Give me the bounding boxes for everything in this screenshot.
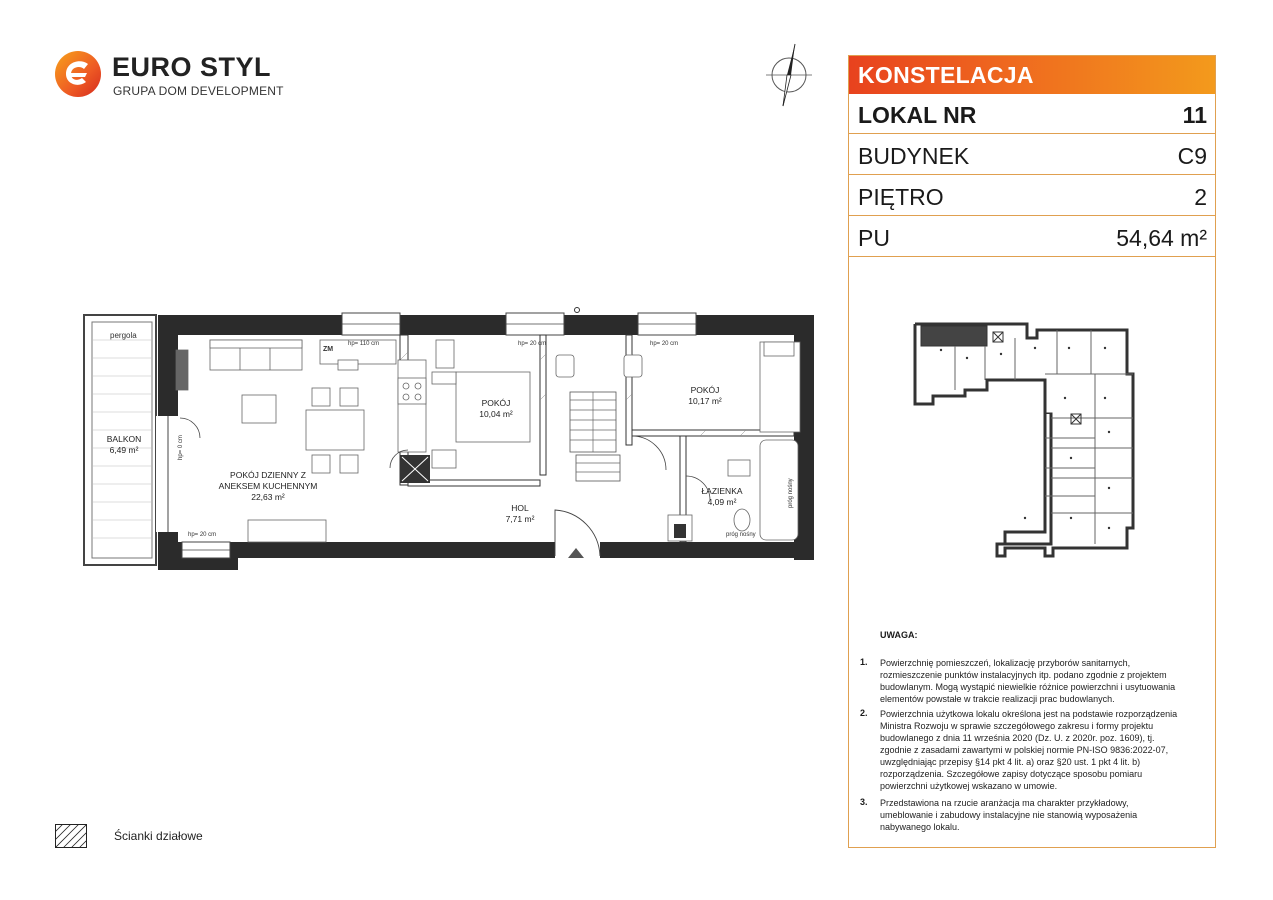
usable-area-value: 54,64 m² bbox=[1116, 225, 1207, 251]
building-value: C9 bbox=[1177, 143, 1207, 169]
room-living-label: POKÓJ DZIENNY Z ANEKSEM KUCHENNYM 22,63 m² bbox=[218, 470, 318, 502]
pergola-label: pergola bbox=[110, 331, 137, 340]
note-number: 3. bbox=[860, 797, 868, 807]
room-bedroom1-label: POKÓJ 10,04 m² bbox=[479, 398, 513, 419]
note-text: Przedstawiona na rzucie aranżacja ma charakter przykładowy, umeblowanie i zabudowy instalacyjne nie stanowią wyposażenia nabywanego lokalu. bbox=[880, 798, 1138, 832]
north-arrow-icon bbox=[758, 42, 820, 108]
meter-label: ZM bbox=[323, 346, 334, 353]
usable-area-label: PU bbox=[858, 225, 890, 251]
sill-height-label: hp= 0 cm bbox=[178, 435, 184, 460]
project-name: KONSTELACJA bbox=[858, 62, 1034, 88]
notes-title: UWAGA: bbox=[880, 630, 918, 640]
sill-height-label: hp= 20 cm bbox=[518, 341, 547, 347]
room-bathroom-label: ŁAZIENKA 4,09 m² bbox=[701, 486, 743, 507]
legend-label: Ścianki działowe bbox=[114, 829, 203, 843]
sill-height-label: hp= 20 cm bbox=[650, 341, 679, 347]
building-label: BUDYNEK bbox=[858, 143, 970, 169]
unit-number-value: 11 bbox=[1182, 102, 1207, 128]
floor-value: 2 bbox=[1194, 184, 1207, 210]
building-key-plan bbox=[905, 318, 1145, 558]
room-bedroom2-label: POKÓJ 10,17 m² bbox=[688, 385, 722, 406]
divider bbox=[849, 133, 1215, 134]
note-text: Powierzchnia użytkowa lokalu określona jest na podstawie rozporządzenia Ministra Rozwoju w sprawie szczegółowego zakresu i formy projektu budowlanego z dnia 11 września 2020 (Dz. U. z 2020r. poz. 1609), tj. zgodnie z zasadami zawartymi w polskiej normie PN-ISO 9836:2022-07, uwzględniając przepisy §14 pkt 4 lit. a) oraz §20 ust. 1 pkt 4 lit. b) rozporządzenia. Szczegółowe zapisy dotyczące sposobu pomiaru powierzchni użytkowej wskazano w umowie. bbox=[880, 709, 1178, 791]
partition-wall-hatch-icon bbox=[55, 824, 87, 848]
divider bbox=[849, 215, 1215, 216]
room-balcony-label: BALKON 6,49 m² bbox=[106, 434, 142, 455]
brand-subtitle: GRUPA DOM DEVELOPMENT bbox=[113, 84, 284, 98]
sill-height-label: hp= 110 cm bbox=[348, 341, 380, 347]
floor-plan bbox=[80, 300, 820, 575]
note-number: 2. bbox=[860, 708, 868, 718]
unit-number-label: LOKAL NR bbox=[858, 102, 977, 128]
brand-name: EURO STYL bbox=[112, 52, 272, 82]
threshold-label: próg nośny bbox=[788, 478, 794, 508]
threshold-label: próg nośny bbox=[726, 532, 756, 538]
divider bbox=[849, 174, 1215, 175]
sill-height-label: hp= 20 cm bbox=[188, 532, 217, 538]
floor-label: PIĘTRO bbox=[858, 184, 944, 210]
divider bbox=[849, 256, 1215, 257]
note-number: 1. bbox=[860, 657, 868, 667]
room-hall-label: HOL 7,71 m² bbox=[505, 503, 535, 524]
note-text: Powierzchnię pomieszczeń, lokalizację przyborów sanitarnych, rozmieszczenie punktów instalacyjnych itp. podano zgodnie z projektem budowlanym. Mogą wystąpić niewielkie różnice powierzchni i usytuowania elementów powstałe w trakcie realizacji prac budowlanych. bbox=[880, 658, 1176, 704]
euro-styl-logo-icon bbox=[54, 50, 102, 98]
